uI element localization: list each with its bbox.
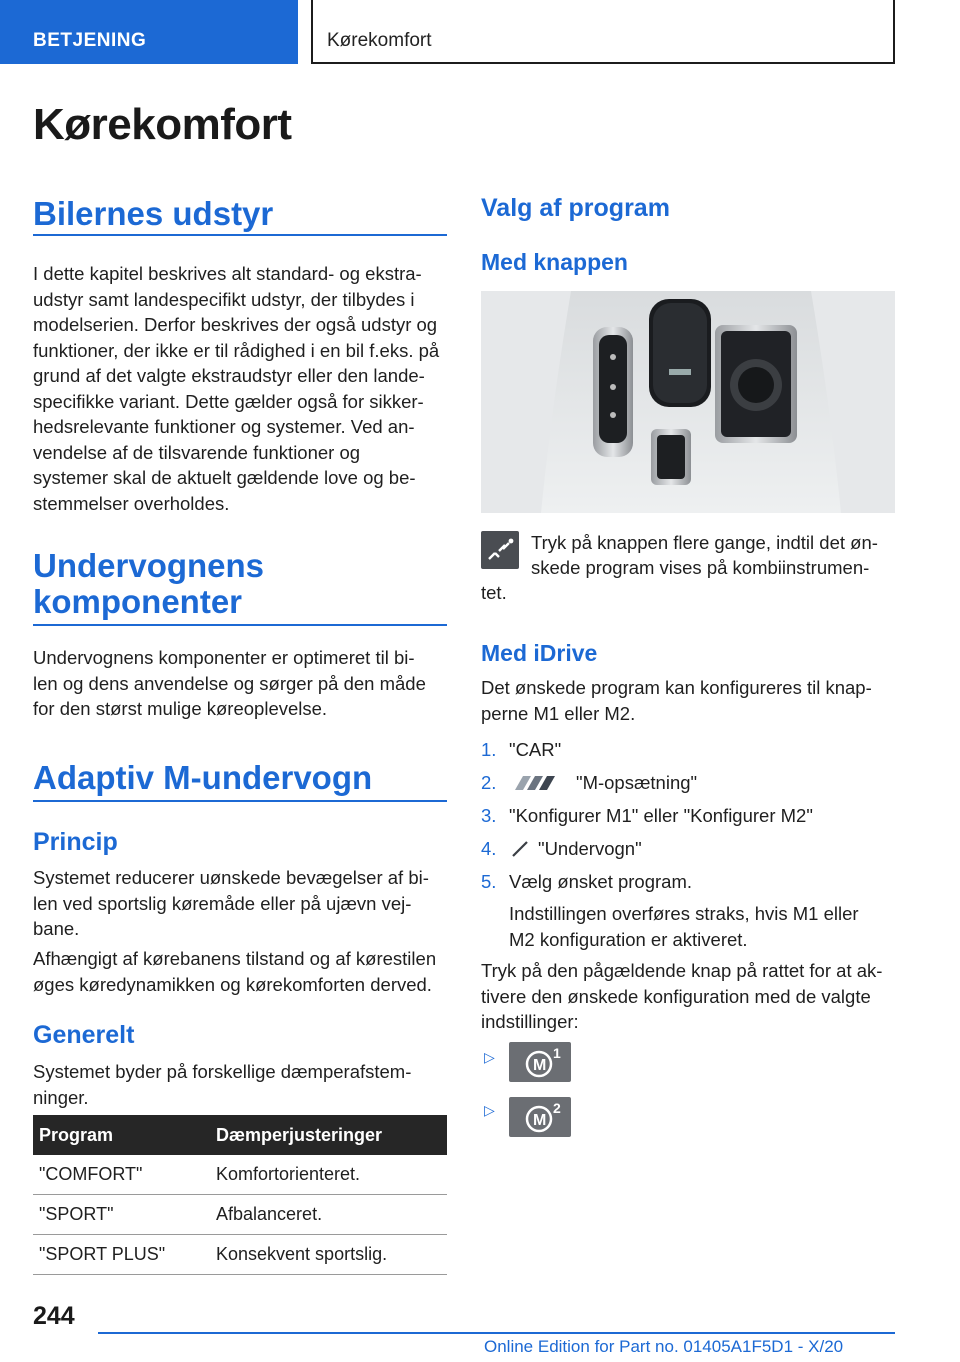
heading-med-idrive: Med iDrive (481, 640, 598, 666)
table-row (33, 1235, 447, 1275)
table-header: Program (33, 1115, 210, 1155)
table-row (33, 1195, 447, 1235)
paragraph-undervognens (33, 645, 453, 722)
paragraph-princip (33, 865, 453, 942)
knappen-line-3: tet. (481, 582, 507, 603)
heading-adaptiv: Adaptiv M-undervogn (33, 759, 373, 796)
text-line: perne M1 eller M2. (481, 702, 636, 724)
heading-komponenter: komponenter (33, 583, 243, 620)
page-number: 244 (33, 1302, 75, 1330)
m2-letter: M (533, 1112, 547, 1129)
heading-princip: Princip (33, 828, 118, 856)
text-line: udstyr samt landespecifikt udstyr, der tilbydes i (33, 288, 415, 310)
step-text: "M-opsætning" (576, 772, 698, 793)
table-cell: "SPORT" (33, 1195, 210, 1235)
paragraph-activate (481, 958, 901, 1035)
table-cell: "COMFORT" (33, 1155, 210, 1195)
step-text: Vælg ønsket program. (509, 871, 693, 892)
m1-button-icon (509, 1042, 571, 1082)
knappen-line-2: skede program vises på kombiinstrumen- (531, 557, 870, 578)
step-sub (509, 901, 909, 952)
step-number: 1. (481, 739, 497, 760)
bullet-triangle-icon: ▷ (484, 1049, 495, 1065)
heading-bilernes-udstyr: Bilernes udstyr (33, 195, 274, 232)
text-line: stemmelser overholdes. (33, 492, 230, 514)
damper-button-icon (481, 531, 519, 569)
text-line: ninger. (33, 1086, 89, 1108)
paragraph-generelt (33, 1059, 453, 1110)
text-line: for den størst mulige køreoplevelse. (33, 698, 328, 719)
text-line: Indstillingen overføres straks, hvis M1 eller (509, 903, 859, 924)
m1-superscript: 1 (553, 1045, 561, 1061)
text-line: Undervognens komponenter er optimeret til bi- (33, 647, 415, 668)
text-line: systemer skal de aktuelt gældende love og be- (33, 467, 416, 488)
m1-letter: M (533, 1057, 547, 1074)
text-line: øges køredynamikken og kørekomforten derved. (33, 973, 432, 995)
text-line: Systemet byder på forskellige dæmperafstem- (33, 1061, 412, 1082)
m2-button-icon (509, 1097, 571, 1137)
step-number: 4. (481, 838, 497, 859)
m2-superscript: 2 (553, 1100, 561, 1116)
text-line: Systemet reducerer uønskede bevægelser af bi- (33, 867, 429, 888)
text-line: vendelse af de tilsvarende funktioner og (33, 441, 361, 463)
text-line: Det ønskede program kan konfigureres til knap- (481, 677, 872, 698)
table-cell: Konsekvent sportslig. (210, 1235, 447, 1275)
heading-valg-af-program: Valg af program (481, 194, 670, 222)
table-cell: "SPORT PLUS" (33, 1235, 210, 1275)
heading-med-knappen: Med knappen (481, 249, 628, 275)
text-line: Tryk på den pågældende knap på rattet for at ak- (481, 960, 883, 981)
section-tab: BETJENING (0, 0, 298, 64)
footer-edition: Online Edition for Part no. 01405A1F5D1 - X/20 (484, 1337, 844, 1356)
suspension-icon (511, 838, 529, 858)
heading-rule (33, 800, 447, 802)
step-number: 3. (481, 805, 497, 826)
table-row (33, 1155, 447, 1195)
text-line: len ved sportslig køremåde eller på ujævn vej- (33, 892, 412, 914)
paragraph-idrive (481, 675, 901, 726)
table-cell: Komfortorienteret. (210, 1155, 447, 1195)
text-line: modelserien. Derfor beskrives der også udstyr og (33, 314, 438, 335)
paragraph-princip-2 (33, 946, 453, 997)
text-line: len og dens anvendelse og sørger på den måde (33, 672, 426, 694)
text-line: M2 konfiguration er aktiveret. (509, 928, 748, 950)
damper-table (33, 1115, 447, 1275)
center-console-photo (481, 291, 895, 513)
text-line: grund af det valgte ekstraudstyr eller den lande- (33, 365, 425, 386)
step-text: "Undervogn" (538, 838, 642, 859)
text-line: indstillinger: (481, 1011, 579, 1032)
step-text: "Konfigurer M1" eller "Konfigurer M2" (509, 805, 813, 826)
heading-undervognens: Undervognens (33, 547, 265, 584)
text-line: Afhængigt af kørebanens tilstand og af kørestilen (33, 948, 437, 969)
knappen-line-1: Tryk på knappen flere gange, indtil det øn- (531, 532, 878, 553)
heading-rule (33, 234, 447, 236)
footer-rule (98, 1332, 895, 1334)
text-line: specifikke variant. Dette gælder også for sikker- (33, 390, 424, 412)
text-line: funktioner, der ikke er til rådighed i en bil f.eks. på (33, 339, 440, 361)
heading-rule (33, 624, 447, 626)
step-number: 2. (481, 772, 497, 793)
text-line: bane. (33, 918, 80, 939)
paragraph-bilernes-udstyr (33, 261, 453, 516)
step-text: "CAR" (509, 739, 562, 760)
heading-generelt: Generelt (33, 1021, 135, 1049)
text-line: I dette kapitel beskrives alt standard- og ekstra- (33, 263, 422, 284)
table-cell: Afbalanceret. (210, 1195, 447, 1235)
table-header: Dæmperjusteringer (210, 1115, 447, 1155)
step-number: 5. (481, 871, 497, 892)
page-title: Kørekomfort (33, 100, 292, 149)
bullet-triangle-icon: ▷ (484, 1102, 495, 1118)
m-stripes-icon (511, 775, 565, 791)
chapter-tab: Kørekomfort (311, 0, 895, 64)
text-line: tivere den ønskede konfiguration med de valgte (481, 985, 871, 1007)
text-line: hedsrelevante funktioner og systemer. Ved an- (33, 416, 415, 437)
